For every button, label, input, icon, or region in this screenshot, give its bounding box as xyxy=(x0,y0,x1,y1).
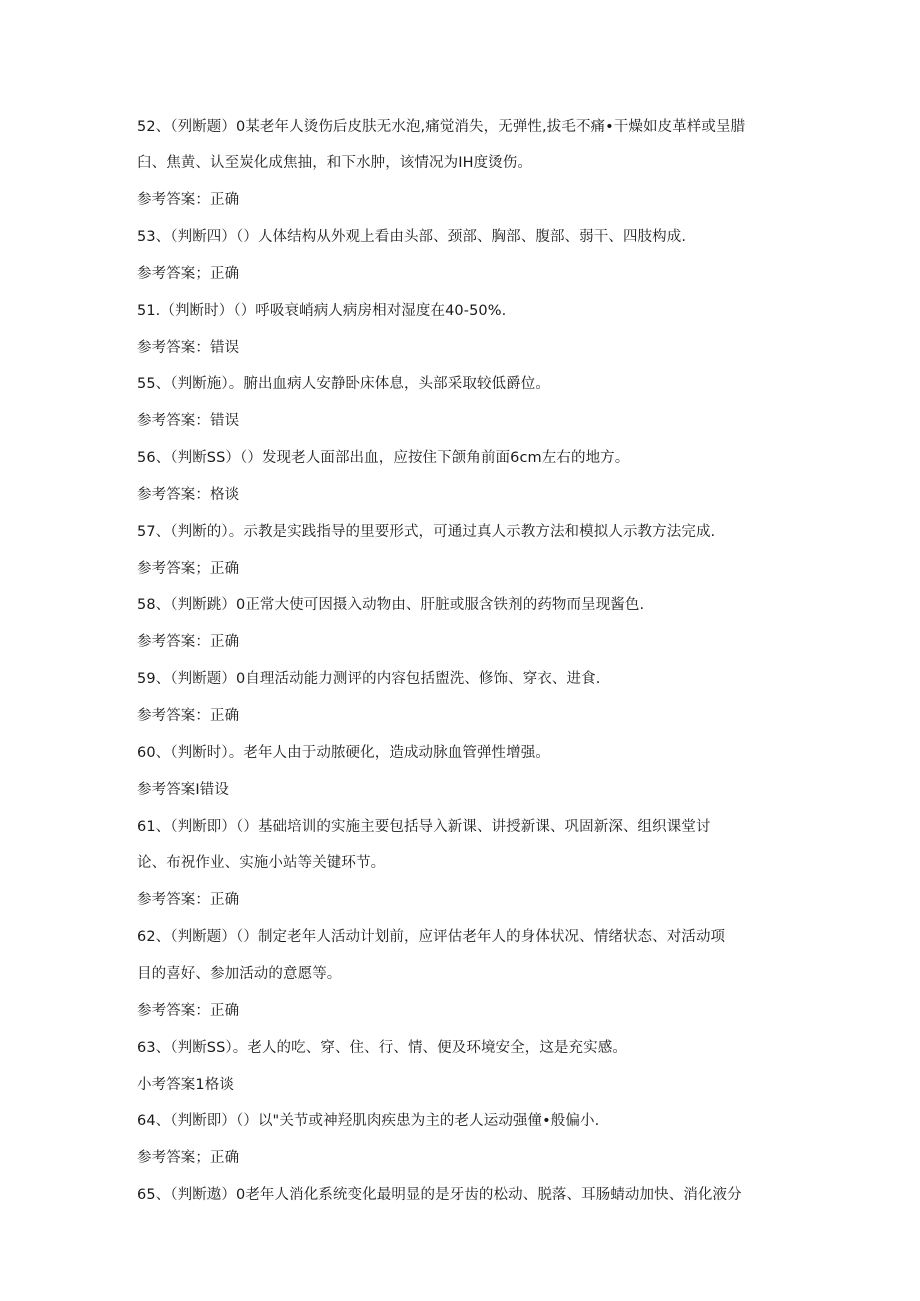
question-59: 59、（判断题）0自理活动能力测评的内容包括盥洗、修饰、穿衣、进食. xyxy=(137,671,601,687)
answer-55: 参考答案：错误 xyxy=(137,413,240,429)
question-55: 55、（判断施）。腑出血病人安静卧床体息，头部采取较低爵位。 xyxy=(137,376,550,392)
question-63: 63、（判断SS）。老人的吃、穿、住、行、情、便及环境安全，这是充实感。 xyxy=(137,1040,627,1056)
answer-59: 参考答案：正确 xyxy=(137,708,240,724)
question-56: 56、（判断SS）（）发现老人面部出血，应按住下颌角前面6cm左右的地方。 xyxy=(137,450,630,466)
question-52-line-2: 臼、焦黄、认至炭化成焦抽，和下水肿，该情况为IH度烫伤。 xyxy=(137,155,532,171)
question-54: 51.（判断时）（）呼吸衰峭病人病房相对湿度在40-50%. xyxy=(137,303,507,319)
question-61-line-1: 61、（判断即）（）基础培训的实施主要包括导入新课、讲授新课、巩固新深、组织课堂讨 xyxy=(137,819,711,835)
question-65-line-1: 65、（判断遨）0老年人消化系统变化最明显的是牙齿的松动、脱落、耳肠蜻动加快、消化液分 xyxy=(137,1187,742,1203)
question-53: 53、（判断四）（）人体结构从外观上看由头部、颈部、胸部、腹部、弱干、四肢构成. xyxy=(137,229,687,245)
answer-52: 参考答案：正确 xyxy=(137,192,240,208)
answer-61: 参考答案：正确 xyxy=(137,892,240,908)
question-57: 57、（判断的）。示教是实践指导的里要形式，可通过真人示教方法和模拟人示教方法完成. xyxy=(137,524,716,540)
answer-56: 参考答案：格谈 xyxy=(137,487,240,503)
answer-60: 参考答案I错设 xyxy=(137,782,229,798)
question-64: 64、（判断即）（）以"关节或神羟肌肉疾患为主的老人运动强僮•般偏小. xyxy=(137,1113,600,1129)
answer-63: 小考答案1格谈 xyxy=(137,1077,234,1093)
answer-54: 参考答案：错误 xyxy=(137,340,240,356)
answer-58: 参考答案：正确 xyxy=(137,634,240,650)
answer-64: 参考答案；正确 xyxy=(137,1150,240,1166)
question-60: 60、（判断时）。老年人由于动脓硬化，造成动脉血管弹性增强。 xyxy=(137,745,550,761)
question-61-line-2: 论、布祝作业、实施小站等关键环节。 xyxy=(137,855,386,871)
answer-53: 参考答案；正确 xyxy=(137,266,240,282)
question-52-line-1: 52、（列断题）0某老年人烫伤后皮肤无水泡,痛觉消失，无弹性,拔毛不痛•干燥如皮革样或呈腊 xyxy=(137,119,746,135)
question-58: 58、（判断跳）0正常大使可因摄入动物由、肝脏或服含铁剂的药物而呈现酱色. xyxy=(137,597,645,613)
answer-57: 参考答案；正确 xyxy=(137,561,240,577)
question-62-line-1: 62、（判断题）（）制定老年人活动计划前，应评估老年人的身体状况、情绪状态、对活动项 xyxy=(137,929,726,945)
answer-62: 参考答案：正确 xyxy=(137,1003,240,1019)
question-62-line-2: 目的喜好、参加活动的意愿等。 xyxy=(137,966,342,982)
